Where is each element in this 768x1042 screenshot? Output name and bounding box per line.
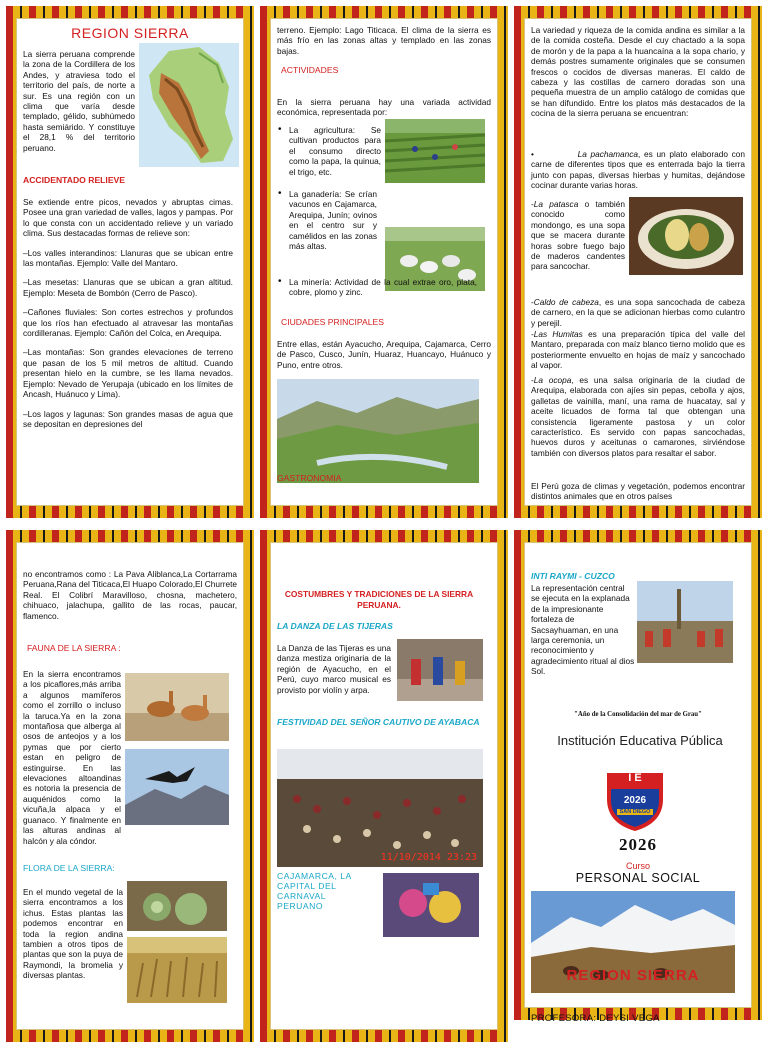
- relief-paragraph: –Las mesetas: Llanuras que se ubican a gran altitud. Ejemplo: Meseta de Bombón (Cerro de Pasco).: [23, 277, 233, 298]
- peru-map-image: [139, 43, 239, 167]
- fauna-heading: FAUNA DE LA SIERRA :: [27, 643, 121, 653]
- pachamanca-text: • La pachamanca, es un plato elaborado con carne de diferentes tipos que es enterrada bajo la tierra junto con papas, diversas hierbas y humitas, dejándose cocinar durante varias horas.: [531, 149, 745, 191]
- patasca-dish-image: [629, 197, 743, 275]
- ocopa-text: -La ocopa, es una salsa originaria de la ciudad de Arequipa, elaborada con ajíes sin pepas, cebolla y ajos, galletas de vainilla, maní, una rama de huacatay, sal y aceite licuados de forma tal que obtengan una consistencia ligeramente pastosa y un color característico. Es servido con papas sancochadas, huevos duros y aceitunas o camarones, sirviéndose también con diversos platos para resaltar el sabor.: [531, 375, 746, 458]
- year-motto: "Año de la Consolidación del mar de Grau": [574, 711, 702, 718]
- activities-intro: En la sierra peruana hay una variada actividad económica, representada por:: [277, 97, 491, 118]
- fauna-text: En la sierra encontramos a los picaflores,más arriba a algunos mamíferos como el zorrillo o incluso la taruca.Ya en la zona montañosa que alberga al osos de anteojos y a los pymas que por cierto estan en peligro de estinguirse. En las elevaciones altoandinas es notoria la presencia de auquénidos como la vicuña,la alpaca y el guanaco. Y finalmente en las alturas andinas al halcón y ala cóndor.: [23, 669, 121, 846]
- logo-year: 2026: [623, 795, 647, 806]
- cover-landscape-image: [531, 891, 735, 993]
- patasca-title: La patasca: [533, 199, 579, 209]
- pachamanca-title: La pachamanca: [577, 149, 639, 159]
- humitas-text: -Las Humitas es una preparación típica del valle del Mantaro, preparada con maíz blanco tierno molido que es posteriormente envuelto en hojas de maíz y sancochado al vapor.: [531, 329, 745, 371]
- relief-paragraph: –Los lagos y lagunas: Son grandes masas de agua que se depositan en depresiones del: [23, 408, 233, 429]
- relief-paragraph: –Las montañas: Son grandes elevaciones de terreno que pasan de los 5 mil metros de altitud. Cuando presentan hielo en la cumbre, se les llama nevados. Ejemplo: Nevado de Yerupaja (ubicado en los límites de Ancash, Huánuco y Lima).: [23, 347, 233, 400]
- cautivo-heading: FESTIVIDAD DEL SEÑOR CAUTIVO DE AYABACA: [277, 717, 480, 727]
- fauna-intro: El Perú goza de climas y vegetación, podemos encontrar distintos animales que en otros países: [531, 481, 745, 502]
- activities-heading: ACTIVIDADES: [281, 65, 339, 75]
- condor-image: [125, 749, 229, 825]
- list-item: • La minería: Actividad de la cual extrae oro, plata, cobre, plomo y zinc.: [277, 277, 477, 298]
- activities-list-3: [277, 277, 477, 304]
- gastronomy-heading: GASTRONOMIA: [277, 473, 342, 483]
- activities-list: [277, 125, 381, 193]
- ocopa-title: La ocopa: [533, 375, 572, 385]
- teacher-name: PROFESORA: DEYSI VEGA: [531, 1013, 660, 1024]
- logo-initials: I E: [628, 772, 642, 784]
- fauna-continued: no encontramos como : La Pava Aliblanca,La Cortarrama Peruana,Rana del Titicaca,El Huapo Colorado,El Churrete Real. El Colibrí Maravilloso, chosna, machetero, chihuaco, jalachupa, gallito de las rocas, paucar, flamenco.: [23, 569, 237, 621]
- festival-crowd-image: [277, 749, 483, 867]
- cactus-image: [127, 881, 227, 931]
- flora-text: En el mundo vegetal de la sierra encontramos a los ichus. Estas plantas las podemos encontrar en toda la region andina tambien a otros tipos de plantas que son la puya de Raymondi, la bromelia y diversas plantas.: [23, 887, 123, 981]
- relief-paragraph: –Los valles interandinos: Llanuras que se ubican entre las montañas. Ejemplo: Valle del Mantaro.: [23, 247, 233, 269]
- panel-fauna-flora: [6, 530, 254, 1042]
- agriculture-image: [385, 119, 485, 183]
- humitas-title: Las Humitas: [533, 329, 583, 339]
- year-label: 2026: [619, 835, 657, 854]
- vicuna-image: [125, 673, 229, 741]
- ichu-grass-image: [127, 937, 227, 1003]
- cities-heading: CIUDADES PRINCIPALES: [281, 317, 384, 327]
- continued-text: terreno. Ejemplo: Lago Titicaca. El clima de la sierra es más frío en las zonas altas y templado en las zonas bajas.: [277, 25, 491, 56]
- gastronomy-intro: La variedad y riqueza de la comida andina es similar a la de la comida costeña. Desde el cuy chactado a la sopa de morón y de la papa a la huancaína a la sopa chario, y demás postres sumamente originales que se consumen frescos o cocidos de diversas maneras. El caldo de cabeza y las costillas de carnero doradas son una pequeña muestra de un amplio catálogo de comidas que se han difundido. Entre los platos más destacados de la cocina de la sierra peruana se encuentran:: [531, 25, 745, 119]
- andean-landscape-image: [277, 379, 479, 483]
- panel-actividades: [260, 6, 508, 518]
- bullet: •: [531, 149, 534, 159]
- list-item: • La ganadería: Se crían vacunos en Cajamarca, Arequipa, Junín; ovinos en el centro sur y camélidos en las zonas más altas.: [277, 189, 487, 251]
- tijeras-heading: LA DANZA DE LAS TIJERAS: [277, 621, 393, 631]
- tijeras-text: La Danza de las Tijeras es una danza mestiza originaria de la región de Ayacucho, en el Perú, cuyo marco musical es provisto por violín y arpa.: [277, 643, 391, 695]
- course-name: PERSONAL SOCIAL: [575, 871, 701, 885]
- relief-paragraph: –Cañones fluviales: Son cortes estrechos y profundos que los ríos han efectuado al atravesar las montañas cordilleranas. Ejemplo: Cañón del Colca, en Arequipa.: [23, 307, 233, 339]
- cover-region-title: REGION SIERRA: [566, 967, 700, 984]
- page-title: REGION SIERRA: [71, 25, 189, 41]
- inti-raymi-text: La representación central se ejecuta en la explanada de la impresionante fortaleza de Sacsayhuaman, en una larga ceremonia, un reconocimiento y agradecimiento ritual al dios Sol.: [531, 583, 635, 677]
- inti-raymi-heading: INTI RAYMI - CUZCO: [531, 571, 615, 581]
- school-name: Institución Educativa Pública: [557, 733, 723, 748]
- intro-text: La sierra peruana comprende la zona de la Cordillera de los Andes, y atraviesa todo el territorio del país, de norte a sur. Es una región con un clima que varía desde templado, gélido, subhúmedo hasta semiárido. Y constituye el 28,1 % del territorio peruano.: [23, 49, 135, 153]
- patasca-text: -La patasca o también conocido como mondongo, es una sopa que se macera durante horas sobre fuego bajo de maderos candentes para sancochar.: [531, 199, 625, 272]
- panel-costumbres: [260, 530, 508, 1042]
- school-logo: [603, 769, 667, 833]
- panel-region-sierra: [6, 6, 254, 518]
- list-item: • La agricultura: Se cultivan productos para el consumo directo como la papa, la quinua, el trigo, etc.: [277, 125, 381, 177]
- caldo-title: Caldo de cabeza: [533, 297, 599, 307]
- relief-text: [23, 197, 233, 438]
- carnival-image: [383, 873, 479, 937]
- customs-heading: COSTUMBRES Y TRADICIONES DE LA SIERRA PERUANA.: [284, 589, 474, 610]
- relief-paragraph: Se extiende entre picos, nevados y abruptas cimas. Posee una gran variedad de valles, lagos y pampas. Por lo que consta con un accidentado relieve y un variado clima. Sus destacadas formas de relieve son:: [23, 197, 233, 239]
- photo-timestamp: 11/10/2014 23:23: [380, 852, 477, 863]
- panel-gastronomia: [514, 6, 762, 518]
- flora-heading: FLORA DE LA SIERRA:: [23, 863, 115, 873]
- caldo-text: -Caldo de cabeza, es una sopa sancochada de cabeza de carnero, en la que se adicionan hierbas como culantro y perejil.: [531, 297, 745, 328]
- logo-school-name: SAN DIEGO: [619, 809, 651, 815]
- inti-raymi-image: [637, 581, 733, 663]
- course-label: Curso: [625, 861, 650, 871]
- panel-cover: [514, 530, 762, 1024]
- cajamarca-heading: CAJAMARCA, LA CAPITAL DEL CARNAVAL PERUANO: [277, 871, 352, 911]
- scissor-dance-image: [397, 639, 483, 701]
- cities-text: Entre ellas, están Ayacucho, Arequipa, Cajamarca, Cerro de Pasco, Cusco, Junín, Huaraz, Huancayo, Huánuco y Puno, entre otros.: [277, 339, 491, 370]
- relief-heading: ACCIDENTADO RELIEVE: [23, 175, 126, 185]
